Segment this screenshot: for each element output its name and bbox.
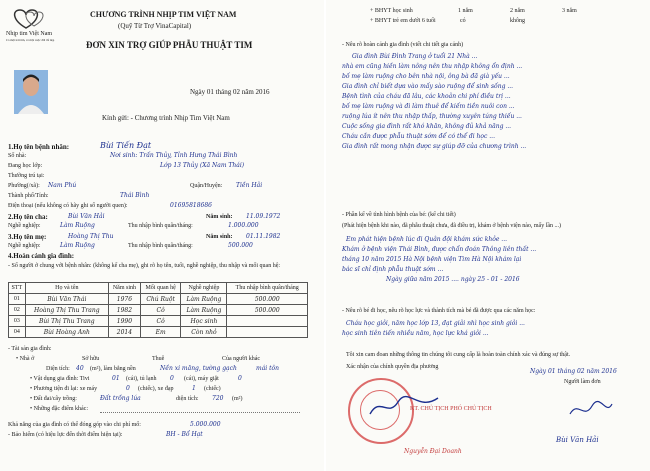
circumstance-line: Gia đình rất mong nhận được sự giúp đỡ của chương trình ... — [342, 143, 527, 150]
col-income: Thu nhập bình quân/tháng — [227, 283, 308, 294]
date-line: Ngày 01 tháng 02 năm 2016 — [190, 88, 270, 96]
house-label: • Nhà ở — [16, 356, 35, 362]
patient-name: Bùi Tiến Đạt — [100, 141, 152, 150]
applicant-label: Người làm đơn — [564, 379, 601, 385]
circumstance-line: nhà em cũng hiền làm nông nên thu nhập không ổn định ... — [342, 63, 523, 70]
table-cell — [227, 327, 308, 338]
address-label: Số nhà: — [8, 153, 27, 159]
father-income: 1.000.000 — [228, 222, 259, 229]
circumstance-line: bố mẹ làm ruộng và đi làm thuê để kiếm tiền nuôi con ... — [342, 103, 515, 110]
table-row — [9, 294, 308, 305]
table-cell — [227, 316, 308, 327]
house-owned: Sở hữu — [82, 356, 100, 362]
family-note: - Số người ở chung với bệnh nhân: (không kể cha mẹ), ghi rõ họ tên, tuổi, nghề nghiệp, thu nhập và mối quan hệ: — [8, 263, 281, 269]
goods-label: • Vật dụng gia đình: Tivi — [30, 376, 90, 382]
father-year-label: Năm sinh: — [206, 214, 233, 220]
table-row — [9, 305, 308, 316]
address-value: Nơi sinh: Trấn Thủy, Tỉnh Hưng Thái Bình — [110, 152, 238, 159]
mother-income: 500.000 — [228, 242, 253, 249]
mother-label: 3.Họ tên mẹ: — [8, 233, 47, 241]
area-material: Nền xi măng, tường gạch — [160, 365, 237, 372]
table-cell: 01 — [9, 294, 26, 305]
illness-line: bác sĩ chỉ định phẫu thuật sớm ... — [342, 266, 444, 273]
table-cell: 1982 — [109, 305, 141, 316]
family-title: 4.Hoàn cảnh gia đình: — [8, 252, 75, 260]
house-rent: Thuê — [152, 356, 165, 362]
area-extra: mái tôn — [256, 365, 279, 372]
aid-label: Khả năng của gia đình có thể đóng góp vào chi phí mổ: — [8, 422, 141, 428]
area-label: Diện tích: — [46, 366, 70, 372]
father-name: Bùi Văn Hải — [68, 213, 105, 220]
logo-text: Nhịp tim Việt Nam — [6, 31, 53, 37]
ward-label: Phường(/xã): — [8, 183, 40, 189]
table-row — [9, 327, 308, 338]
father-job-label: Nghề nghiệp: — [8, 223, 41, 229]
mother-name: Hoàng Thị Thu — [68, 233, 114, 240]
table-cell: Học sinh — [181, 316, 227, 327]
mother-job-label: Nghề nghiệp: — [8, 243, 41, 249]
patient-photo — [14, 70, 48, 114]
table-cell: Hoàng Thị Thu Trang — [25, 305, 108, 316]
aid-value: 5.000.000 — [190, 421, 221, 428]
col-name: Họ và tên — [25, 283, 108, 294]
area-value: 40 — [76, 365, 84, 372]
mother-job: Làm Ruộng — [60, 242, 95, 249]
vehicle-value: 0 — [126, 385, 130, 392]
district-value: Tiền Hải — [236, 182, 263, 189]
city-label: Thành phố/Tỉnh: — [8, 193, 49, 199]
table-cell: Bùi Thị Thu Trang — [25, 316, 108, 327]
vehicle-label: • Phương tiện đi lại: xe máy — [30, 386, 98, 392]
illness-line: Khám ở bệnh viện Thái Bình, được chẩn đoán Thông liên thất ... — [342, 246, 537, 253]
table-cell: 02 — [9, 305, 26, 316]
bike-unit: (chiếc) — [204, 386, 221, 392]
city-value: Thái Bình — [120, 192, 150, 199]
bike-value: 1 — [192, 385, 196, 392]
goods-fridge-label: (cái), tủ lạnh — [126, 376, 157, 382]
goods-wm-label: (cái), máy giặt — [184, 376, 219, 382]
col-stt: STT — [9, 283, 26, 294]
table-cell: Bùi Hoàng Anh — [25, 327, 108, 338]
form-title: ĐƠN XIN TRỢ GIÚP PHẪU THUẬT TIM — [86, 40, 253, 50]
area-unit: (m²), làm bằng nền — [90, 366, 136, 372]
illness-line: tháng 10 năm 2015 Hà Nội bệnh viện Tim Hà Nội khám lại — [342, 256, 522, 263]
land-area-label: diện tích: — [176, 396, 199, 402]
other-goods-line — [100, 412, 300, 413]
logo — [6, 6, 62, 44]
circumstance-line: bố mẹ làm ruộng cho bên nhà nội, ông bà đã già yếu ... — [342, 73, 510, 80]
table-cell: Em — [140, 327, 181, 338]
bhyt-yes: có — [460, 18, 466, 24]
ward-value: Nam Phú — [48, 182, 77, 189]
residence-label: Thường trú tại: — [8, 173, 45, 179]
table-cell: 03 — [9, 316, 26, 327]
logo-tagline: Có một trái tim, có một cuộc đời tốt đẹp — [6, 38, 55, 42]
phone-label: Điện thoại (nếu không có hãy ghi số người quen): — [8, 203, 128, 209]
official-title: KT. CHỦ TỊCH PHÓ CHỦ TỊCH — [410, 406, 492, 412]
mother-year-label: Năm sinh: — [206, 234, 233, 240]
table-row — [9, 316, 308, 327]
applicant-signature-icon — [566, 398, 616, 422]
bhyt-student: + BHYT học sinh — [370, 8, 413, 14]
table-cell: Làm Ruộng — [181, 305, 227, 316]
year2: 2 năm — [510, 8, 525, 14]
illness-label: - Phần kể về tình hình bệnh của bé: (kể chi tiết) — [342, 212, 456, 218]
table-cell: 1990 — [109, 316, 141, 327]
table-cell: Cô — [140, 316, 181, 327]
circumstance-label: - Nêu rõ hoàn cảnh gia đình (viết chi tiết gia cảnh) — [342, 42, 464, 48]
family-table — [8, 282, 308, 338]
illness-line: Ngày giữa năm 2015 .... ngày 25 - 01 - 2016 — [386, 276, 520, 283]
circumstance-line: Cuộc sống gia đình rất khó khăn, không đủ khả năng ... — [342, 123, 512, 130]
land-value: Đất trồng lúa — [100, 395, 141, 402]
insurance-label: - Bảo hiểm (có hiệu lực đến thời điểm hiện tại): — [8, 432, 123, 438]
table-cell: 500.000 — [227, 294, 308, 305]
heart-logo-icon — [6, 6, 62, 32]
school-value: Lớp 13 Thủy (Xã Nam Thái) — [160, 162, 245, 169]
official-name: Nguyễn Đại Doanh — [404, 448, 462, 455]
table-cell: Chú Ruột — [140, 294, 181, 305]
table-cell: 500.000 — [227, 305, 308, 316]
table-cell: 2014 — [109, 327, 141, 338]
other-goods-label: • Những đặc điểm khác: — [30, 406, 89, 412]
circumstance-line: ruộng lúa ít nên thu nhập thấp, thường xuyên túng thiếu ... — [342, 113, 522, 120]
study-line: học sinh tiên tiến nhiều năm, học lực khá giỏi ... — [342, 330, 489, 337]
recipient: Kính gửi: - Chương trình Nhịp Tim Việt Nam — [102, 114, 230, 122]
applicant-name: Bùi Văn Hải — [556, 436, 599, 444]
left-page — [0, 0, 324, 471]
table-cell: Cô — [140, 305, 181, 316]
house-other: Của người khác — [222, 356, 261, 362]
study-label: - Nêu rõ bé đi học, nêu rõ học lực và thành tích mà bé đã được qua các năm học: — [342, 308, 536, 314]
bhyt-no: không — [510, 18, 525, 24]
land-area-unit: (m²) — [232, 396, 243, 402]
org-subtitle: (Quỹ Từ Trợ VinaCapital) — [118, 22, 192, 30]
mother-year: 01.11.1982 — [246, 233, 281, 240]
goods-fridge: 0 — [170, 375, 174, 382]
signed-date: Ngày 01 tháng 02 năm 2016 — [530, 368, 617, 375]
phone-value: 01695818686 — [170, 202, 212, 209]
circumstance-line: Cháu cần được phẫu thuật sớm để có thể đi học ... — [342, 133, 495, 140]
table-cell: Bùi Văn Thái — [25, 294, 108, 305]
illness-note: (Phát hiện bệnh khi nào, đã phẫu thuật chưa, đã điều trị, khám ở bệnh viện nào, mấy lần ...) — [342, 223, 562, 229]
table-cell: 04 — [9, 327, 26, 338]
col-job: Nghề nghiệp — [181, 283, 227, 294]
district-label: Quận/Huyện: — [190, 183, 223, 189]
table-cell: Còn nhỏ — [181, 327, 227, 338]
mother-income-label: Thu nhập bình quân/tháng: — [128, 243, 193, 249]
circumstance-line: Gia đình Bùi Đình Trang ở tuổi 21 Nhà ... — [352, 53, 478, 60]
father-income-label: Thu nhập bình quân/tháng: — [128, 223, 193, 229]
study-line: Cháu học giỏi, năm học lớp 13, đạt giải nhì học sinh giỏi ... — [346, 320, 525, 327]
table-cell: 1976 — [109, 294, 141, 305]
goods-tv: 01 — [112, 375, 120, 382]
bhyt-child: + BHYT trẻ em dưới 6 tuổi — [370, 18, 436, 24]
local-confirm: Xác nhận của chính quyền địa phương — [346, 364, 439, 370]
father-year: 11.09.1972 — [246, 213, 281, 220]
assets-title: - Tài sản gia đình: — [8, 346, 52, 352]
commitment: Tôi xin cam đoan những thông tin chúng tôi cung cấp là hoàn toàn chính xác và đúng sự thật. — [346, 352, 571, 358]
illness-line: Em phát hiện bệnh lúc đi Quân đội khám sức khỏe ... — [346, 236, 508, 243]
table-cell: Làm Ruộng — [181, 294, 227, 305]
goods-wm: 0 — [238, 375, 242, 382]
vehicle-unit: (chiếc), xe đạp — [138, 386, 174, 392]
circumstance-line: Gia đình chỉ biết dựa vào mấy sào ruộng để sinh sống ... — [342, 83, 514, 90]
father-job: Làm Ruộng — [60, 222, 95, 229]
land-area: 720 — [212, 395, 224, 402]
col-relation: Mối quan hệ — [140, 283, 181, 294]
right-page — [326, 0, 650, 471]
school-label: Đang học lớp: — [8, 163, 43, 169]
child-portrait-icon — [14, 70, 48, 114]
land-label: • Đất đai/cây trồng: — [30, 396, 77, 402]
col-year: Năm sinh — [109, 283, 141, 294]
circumstance-line: Bệnh tình của cháu đã lâu, các khoản chi phí điều trị ... — [342, 93, 511, 100]
year1: 1 năm — [458, 8, 473, 14]
father-label: 2.Họ tên cha: — [8, 213, 48, 221]
insurance-value: BH - Bổ Hạt — [166, 431, 203, 438]
section1-title: 1.Họ tên bệnh nhân: — [8, 143, 70, 151]
org-name: CHƯƠNG TRÌNH NHỊP TIM VIỆT NAM — [90, 10, 237, 19]
year3: 3 năm — [562, 8, 577, 14]
